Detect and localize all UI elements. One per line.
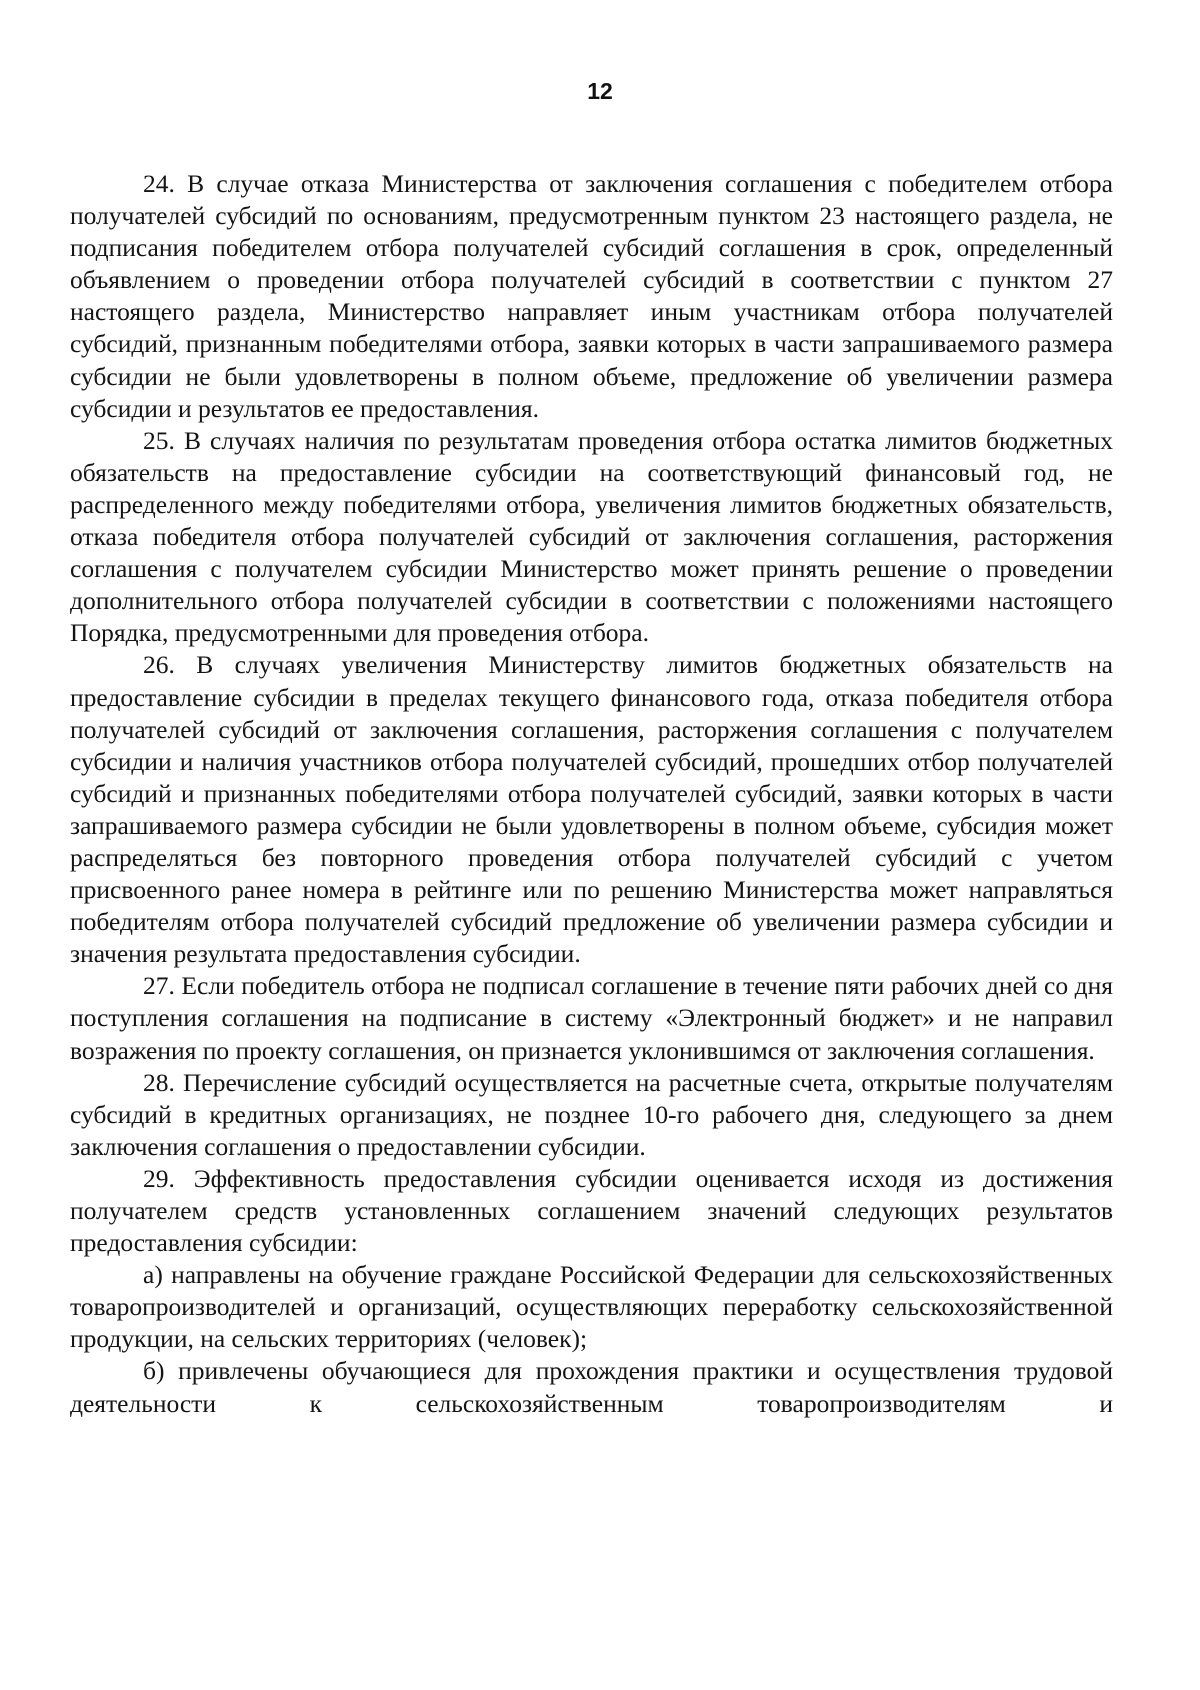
paragraph-29: 29. Эффективность предоставления субсидии оценивается исходя из достижения получателем средств установленных соглашением значений следующих результатов предоставления субсидии:	[70, 1163, 1113, 1258]
paragraph-27: 27. Если победитель отбора не подписал соглашение в течение пяти рабочих дней со дня поступления соглашения на подписание в систему «Электронный бюджет» и не направил возражения по проекту соглашения, он признается уклонившимся от заключения соглашения.	[70, 971, 1113, 1065]
paragraph-25: 25. В случаях наличия по результатам проведения отбора остатка лимитов бюджетных обязательств на предоставление субсидии на соответствующий финансовый год, не распределенного между победителями отбора, увеличения лимитов бюджетных обязательств, отказа победителя отбора получателей субсидий от заключения соглашения, расторжения соглашения с получателем субсидии Министерство может принять решение о проведении дополнительного отбора получателей субсидии в соответствии с положениями настоящего Порядка, предусмотренными для проведения отбора.	[70, 425, 1113, 648]
page-number: 12	[587, 78, 613, 104]
paragraph-24: 24. В случае отказа Министерства от заключения соглашения с победителем отбора получателей субсидий по основаниям, предусмотренным пунктом 23 настоящего раздела, не подписания победителем отбора получателей субсидий соглашения в срок, определенный объявлением о проведении отбора получателей субсидий в соответствии с пунктом 27 настоящего раздела, Министерство направляет иным участникам отбора получателей субсидий, признанным победителями отбора, заявки которых в части запрашиваемого размера субсидии не были удовлетворены в полном объеме, предложение об увеличении размера субсидии и результатов ее предоставления.	[70, 169, 1113, 423]
paragraph-28: 28. Перечисление субсидий осуществляется на расчетные счета, открытые получателям субсидий в кредитных организациях, не позднее 10-го рабочего дня, следующего за днем заключения соглашения о предоставлении субсидии.	[70, 1067, 1113, 1161]
paragraph-26: 26. В случаях увеличения Министерству лимитов бюджетных обязательств на предоставление субсидии в пределах текущего финансового года, отказа победителя отбора получателей субсидий от заключения соглашения, расторжения соглашения с получателем субсидии и наличия участников отбора получателей субсидий, прошедших отбор получателей субсидий и признанных победителями отбора получателей субсидий, заявки которых в части запрашиваемого размера субсидии не были удовлетворены в полном объеме, субсидия может распределяться без повторного проведения отбора получателей субсидий с учетом присвоенного ранее номера в рейтинге или по решению Министерства может направляться победителям отбора получателей субсидий предложение об увеличении размера субсидии и значения результата предоставления субсидии.	[70, 650, 1113, 969]
document-body	[70, 168, 1113, 1420]
paragraph-29-item-a: а) направлены на обучение граждане Российской Федерации для сельскохозяйственных товаропроизводителей и организаций, осуществляющих переработку сельскохозяйственной продукции, на сельских территориях (человек);	[70, 1260, 1113, 1354]
paragraph-29-item-b: б) привлечены обучающиеся для прохождения практики и осуществления трудовой деятельности к сельскохозяйственным товаропроизводителям и	[70, 1356, 1113, 1418]
